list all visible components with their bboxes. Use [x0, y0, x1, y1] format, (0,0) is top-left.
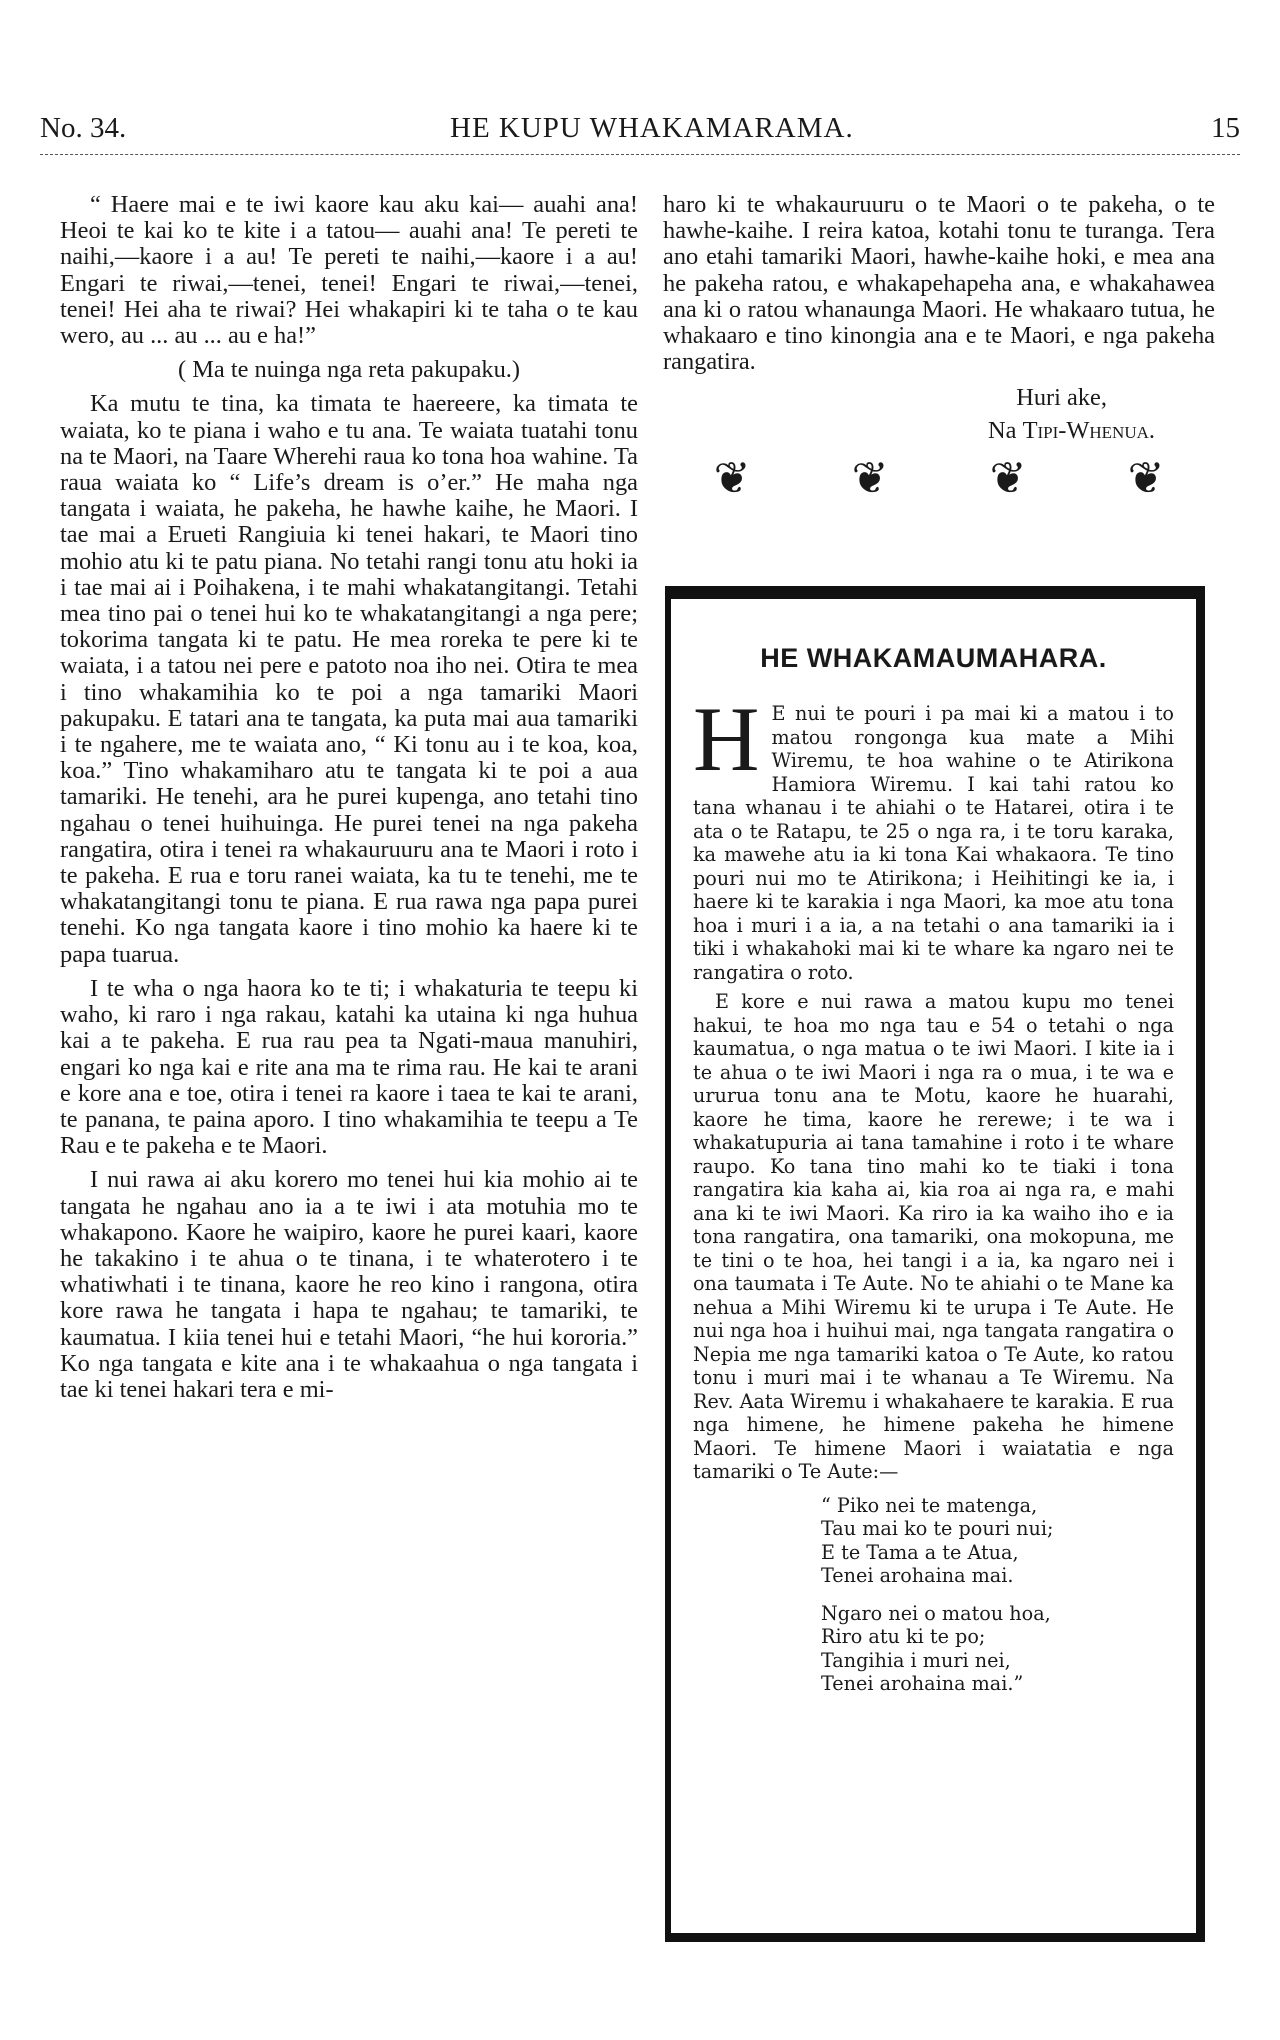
hymn-stanza	[821, 1494, 1174, 1588]
fleuron-icon: ❦	[851, 453, 889, 503]
fleuron-icon: ❦	[989, 453, 1027, 503]
signature-author	[663, 418, 1215, 444]
fleuron-icon: ❦	[1127, 453, 1165, 503]
song-note: ( Ma te nuinga nga reta pakupaku.)	[177, 356, 521, 384]
hymn-stanza	[821, 1602, 1174, 1696]
right-column	[663, 191, 1215, 503]
fleuron-icon: ❦	[713, 453, 751, 503]
left-column	[60, 192, 638, 1411]
notice-title: HE WHAKAMAUMAHARA.	[760, 643, 1107, 673]
hymn-line: E te Tama a te Atua,	[821, 1540, 1019, 1564]
notice-text: E nui te pouri i pa mai ki a matou i to matou rongonga kua mate a Mihi Wiremu, te hoa wahine o te Atirikona Hamiora Wiremu. I kai tahi ratou ko tana whanau i te ahiahi o te Hatarei, otira i te ata o te Ratapu, te 25 o nga ra, i te toru karaka, ka mawehe atu ia ki tona Kai whakaora. Te tino pouri nui mo te Atirikona; i Heihitingi ke ia, i haere ki te karakia i nga Maori, ka moe atu tona hoa i muri i a ia, a na tetahi o ana tamariki ia i tiki i whakahoki mai ki te whare ka ngaro nei te rangatira o roto.	[693, 702, 1174, 984]
notice-paragraph: E kore e nui rawa a matou kupu mo tenei hakui, te hoa mo nga tau e 54 o tetahi o nga kaumatua, o nga matua o te iwi Maori. I kite ia i te ahua o te iwi Maori i nga ra o mua, i te wa e ururua tonu ana te Motu, kaore he huarahi, kaore he tima, kaore he rerewe; i te wa i whakatupuria ai tana tamahine i roto i te whare raupo. Ko tana tino mahi ko te tiaki i tona rangatira kia kaha ai, kia roa ai nga ra, e mahi ana ki te iwi Maori. Ka riro ia ka waiho iho e ia tona rangatira, ona tamariki, ona mokopuna, me te tini o te hoa, hei tangi i a ia, ka ngaro nei i ona taumata i Te Aute. No te ahiahi o te Mane ka nehua a Mihi Wiremu ki te urupa i Te Aute. He nui nga hoa i huihui mai, nga tangata rangatira o Nepia me nga tamariki katoa o Te Aute, ko ratou tonu i muri mai i te whanau a Te Wiremu. Na Rev. Aata Wiremu i whakahaere te karakia. E rua nga himene, he himene pakeha he himene Maori. Te himene Maori i waiatatia e nga tamariki o Te Aute:—	[693, 990, 1174, 1483]
author-name: Tipi-Whenua.	[1022, 416, 1155, 444]
hymn-line: Riro atu ki te po;	[821, 1625, 986, 1648]
memorial-notice-box	[665, 586, 1205, 1942]
article-paragraph: I te wha o nga haora ko te ti; i whakaturia te teepu ki waho, ki raro i nga rakau, katahi ka utaina ki nga huhua kai a te pakeha. E rua rau pea ta Ngati-maua manuhiri, engari ko nga kai e rite ana ma te rima rau. He kai te arani e kore ana e toe, otira i tenei ra kaore i taea te kai te arani, te panana, te paina aporo. I tino whakamihia te teepu a Te Rau e te pakeha e te Maori.	[60, 974, 638, 1160]
publication-title: HE KUPU WHAKAMARAMA.	[450, 112, 854, 144]
hymn-line: Tau mai ko te pouri nui;	[821, 1517, 1054, 1540]
notice-paragraph	[693, 688, 1174, 984]
hymn	[821, 1494, 1174, 1696]
drop-cap: H	[693, 688, 760, 790]
signature-line: Huri ake,	[1016, 384, 1107, 412]
hymn-line: Tenei arohaina mai.	[821, 1564, 1014, 1587]
page-header	[40, 112, 1240, 152]
hymn-line: Tenei arohaina mai.”	[821, 1672, 1024, 1695]
header-rule	[40, 154, 1240, 155]
song-paragraph: “ Haere mai e te iwi kaore kau aku kai— auahi ana! Heoi te kai ko te kite i a tatou— auahi ana! Te pereti te naihi,—kaore i a au! Te pereti te naihi,—kaore i a au! Engari te riwai,—tenei, tenei! Engari te riwai,—tenei, tenei! Hei aha te riwai? Hei whakapiri ki te taha o te kau wero, au ... au ... au e ha!”	[60, 191, 638, 350]
hymn-line: Tangihia i muri nei,	[821, 1648, 1011, 1672]
signature-prefix: Na	[988, 416, 1023, 444]
issue-number: No. 34.	[40, 112, 127, 144]
hymn-line: “ Piko nei te matenga,	[821, 1493, 1038, 1517]
hymn-line: Ngaro nei o matou hoa,	[821, 1601, 1051, 1625]
article-paragraph: Ka mutu te tina, ka timata te haereere, ka timata te waiata, ko te piana i waho e tu ana. Te waiata tuatahi tonu na te Maori, na Taare Wherehi raua ko tona hoa wahine. Ta raua waiata ko “ Life’s dream is o’er.” He maha nga tangata i waiata, he pakeha, he hawhe kaihe, he Maori. I tae mai a Erueti Rangiuia ki tenei hakari, te Maori tino mohio atu ki te patu piana. No tetahi rangi tonu atu hoki ia i tae mai ai i Poihakena, i te mahi whakatangitangi. Tetahi mea tino pai o tenei hui ko te whakatangitangi a nga pere; tokorima tangata ki te patu. He mea roreka te pere ki te waiata, i a tatou nei pere e patoto noa iho nei. Otira te mea i tino whakamihia ko te poi a nga tamariki Maori pakupaku. E tatari ana te tangata, ka puta mai aua tamariki i te ngahere, me te waiata ano, “ Ki tonu au i te koa, koa, koa.” Tino whakamiharo atu te tangata ki te poi a aua tamariki. He tenehi, ara he purei kupenga, ano tetahi tino ngahau o tenei huihuinga. He purei tenei na nga pakeha rangatira, otira i tenei ra whakauruuru ana te Maori i roto i te pakeha. E rua e toru ranei waiata, ka tu te tenehi, me te whakatangitangi tonu te piana. E rua rawa nga papa purei tenehi. Ko nga tangata kaore i tino mohio ka haere ki te papa tuarua.	[60, 390, 638, 968]
ornament-row	[663, 453, 1215, 503]
article-paragraph: I nui rawa ai aku korero mo tenei hui kia mohio ai te tangata he ngahau ano ia a te iwi i ata motuhia mo te whakapono. Kaore he waipiro, kaore he purei kaari, kaore he takakino i te ahua o te tinana, i te whaterotero i te whatiwhati i te tinana, kaore he reo kino i rangona, otira kore rawa he tangata i hapa te ngahau; te tamariki, te kaumatua. I kiia tenei hui e tetahi Maori, “he hui kororia.” Ko nga tangata e kite ana i te whakaahua o nga tangata i tae ki tenei hakari tera e mi-	[60, 1166, 638, 1403]
article-paragraph: haro ki te whakauruuru o te Maori o te pakeha, o te hawhe-kaihe. I reira katoa, kotahi tonu te turanga. Tera ano etahi tamariki Maori, hawhe-kaihe hoki, e mea ana he pakeha ratou, e whakapehapeha ana, e whakahawea ana ki o ratou whanaunga Maori. He whakaaro tutua, he whakaaro e tino kinongia ana e te Maori, e nga pakeha rangatira.	[663, 191, 1215, 376]
page-number: 15	[1211, 112, 1240, 144]
